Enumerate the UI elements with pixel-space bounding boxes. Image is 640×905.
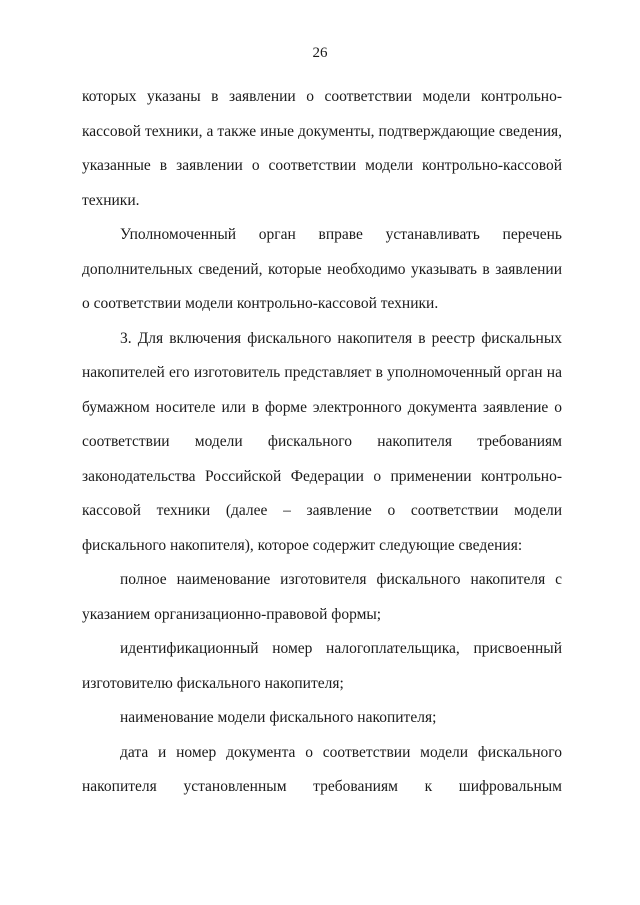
paragraph-authority-list: Уполномоченный орган вправе устанавливать перечень дополнительных сведений, которые необходимо указывать в заявлении о соответствии модели контрольно-кассовой техники. <box>82 226 562 312</box>
page-number: 26 <box>312 45 328 61</box>
list-item-full-name: полное наименование изготовителя фискального накопителя с указанием организационно-правовой формы; <box>82 571 562 623</box>
list-item-document-date: дата и номер документа о соответствии модели фискального накопителя установленным требованиям к шифровальным <box>82 743 562 795</box>
paragraph-continuation: которых указаны в заявлении о соответствии модели контрольно-кассовой техники, а также иные документы, подтверждающие сведения, указанные в заявлении о соответствии модели контрольно-кассовой техники. <box>82 88 562 209</box>
paragraph-item-3: 3. Для включения фискального накопителя в реестр фискальных накопителей его изготовитель представляет в уполномоченный орган на бумажном носителе или в форме электронного документа заявление о соответствии модели фискального накопителя требованиям законодательства Российской Федерации о применении контрольно-кассовой техники (далее – заявление о соответствии модели фискального накопителя), которое содержит следующие сведения: <box>82 329 562 554</box>
list-item-taxpayer-id: идентификационный номер налогоплательщика, присвоенный изготовителю фискального накопителя; <box>82 640 562 692</box>
document-body <box>82 80 562 805</box>
list-item-model-name: наименование модели фискального накопителя; <box>120 709 437 726</box>
